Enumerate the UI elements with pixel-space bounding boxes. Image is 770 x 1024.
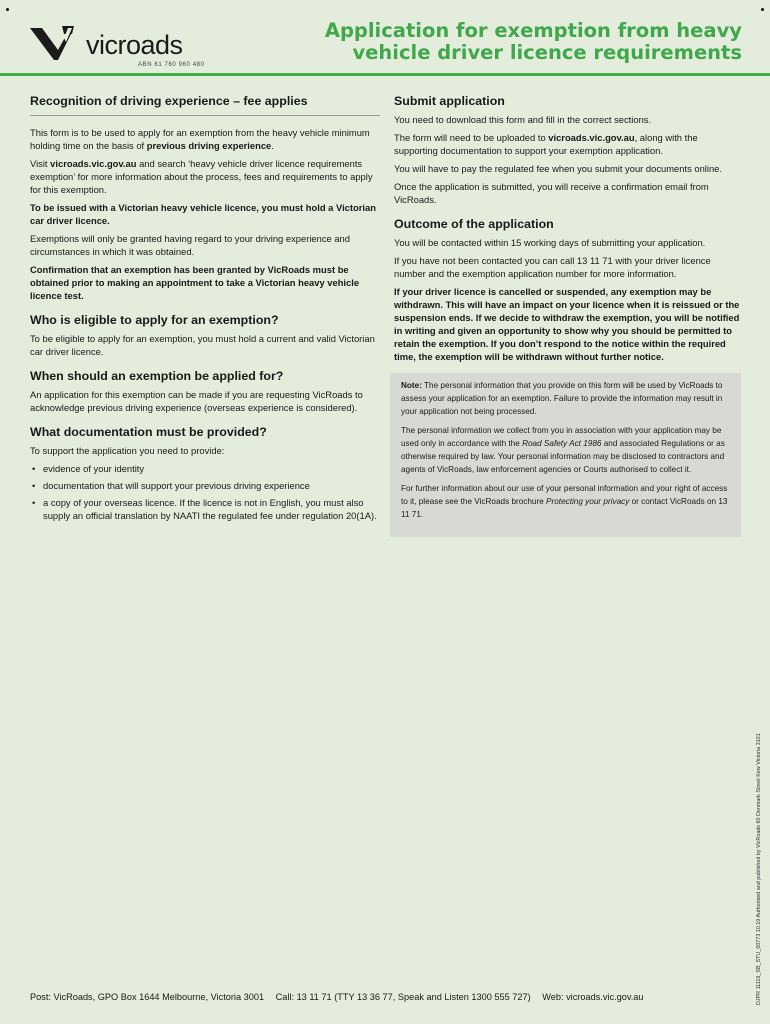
footer-web[interactable]: Web: vicroads.vic.gov.au: [542, 992, 644, 1002]
withdrawal-warning: If your driver licence is cancelled or suspended, any exemption may be withdrawn. This will have an impact on your licence when it is reissued or the suspension ends. If we decide to withdraw the exemption, you will be notified in writing and given an opportunity to show why you should be permitted to retain the exemption. If you don’t respond to the notice within the required time, the exemption will be withdrawn without further notice.: [394, 286, 740, 362]
vicroads-logo: [28, 24, 208, 70]
right-column: [394, 93, 740, 537]
heading-submit: Submit application: [394, 94, 505, 108]
footer-call: Call: 13 11 71 (TTY 13 36 77, Speak and Listen 1300 555 727): [275, 992, 531, 1002]
abn-number: ABN 61 760 960 480: [138, 62, 205, 68]
licence-requirement-note: To be issued with a Victorian heavy vehicle licence, you must hold a Victorian car driver licence.: [30, 202, 376, 226]
privacy-note-box: [390, 373, 741, 537]
heading-documentation: What documentation must be provided?: [30, 425, 267, 439]
logo-wordmark: vicroads: [86, 30, 183, 60]
privacy-note: Note: The personal information that you provide on this form will be used by VicRoads to assess your application for an exemption. Failure to provide the information may result in your application not being processed.: [401, 381, 723, 416]
list-item: • evidence of your identity: [30, 462, 380, 475]
privacy-further-info: For further information about our use of your personal information and your right of access to it, please see the VicRoads brochure Protecting your privacy or contact VicRoads on 13 11 71.: [401, 484, 728, 519]
documentation-intro: To support the application you need to provide:: [30, 445, 225, 456]
submit-paragraph-3: You will have to pay the regulated fee when you submit your documents online.: [394, 163, 722, 174]
outcome-paragraph-1: You will be contacted within 15 working days of submitting your application.: [394, 237, 706, 248]
submit-paragraph-4: Once the application is submitted, you will receive a confirmation email from VicRoads.: [394, 181, 709, 205]
vicroads-upload-link[interactable]: vicroads.vic.gov.au: [548, 132, 635, 143]
confirmation-note: Confirmation that an exemption has been granted by VicRoads must be obtained prior to making an appointment to take a Victorian heavy vehicle licence test.: [30, 264, 360, 301]
submit-paragraph-1: You need to download this form and fill in the correct sections.: [394, 114, 652, 125]
list-item: • a copy of your overseas licence. If the licence is not in English, you must also supply an official translation by NAATI the regulated fee under regulation 20(1A).: [30, 496, 380, 522]
submit-paragraph-2: The form will need to be uploaded to vicroads.vic.gov.au, along with the supporting documentation to support your exemption application.: [394, 132, 698, 156]
heading-recognition: Recognition of driving experience – fee applies: [30, 94, 308, 108]
vicroads-logo-mark-icon: [28, 24, 84, 64]
section-divider: [30, 115, 380, 116]
page-footer: [30, 992, 653, 1002]
documentation-list: [30, 462, 380, 522]
left-column: [30, 93, 380, 526]
publication-info: DJPR 11119_SB_STU_00773 10.19 Authorised and published by VicRoads 60 Denmark Street Kew Victoria 3101: [756, 733, 762, 1005]
heading-eligibility: Who is eligible to apply for an exemption?: [30, 313, 279, 327]
visit-paragraph: Visit vicroads.vic.gov.au and search ‘heavy vehicle driver licence requirements exemption’ for more information about the process, fees and requirements to apply for this exemption.: [30, 158, 373, 195]
heading-when: When should an exemption be applied for?: [30, 369, 284, 383]
list-item: • documentation that will support your previous driving experience: [30, 479, 380, 492]
when-paragraph: An application for this exemption can be made if you are requesting VicRoads to acknowledge previous driving experience (overseas experience is considered).: [30, 389, 363, 413]
outcome-paragraph-2: If you have not been contacted you can call 13 11 71 with your driver licence number and the exemption application number for more information.: [394, 255, 711, 279]
eligibility-paragraph: To be eligible to apply for an exemption, you must hold a current and valid Victorian car driver licence.: [30, 333, 375, 357]
page-header: [0, 0, 770, 76]
vicroads-link[interactable]: vicroads.vic.gov.au: [50, 158, 137, 169]
page-title: Application for exemption from heavy vehicle driver licence requirements: [324, 19, 742, 64]
exemption-criteria-paragraph: Exemptions will only be granted having regard to your driving experience and circumstances in which it was obtained.: [30, 233, 350, 257]
privacy-disclosure: The personal information we collect from you in association with your application may be used only in accordance with the Road Safety Act 1986 and associated Regulations or as otherwise required by law. Your personal information may be disclosed to contractors and agents of VicRoads, law enforcement agencies or Courts authorised to collect it.: [401, 426, 725, 474]
heading-outcome: Outcome of the application: [394, 217, 554, 231]
footer-post: Post: VicRoads, GPO Box 1644 Melbourne, Victoria 3001: [30, 992, 265, 1002]
header-divider: [0, 73, 770, 76]
intro-paragraph: This form is to be used to apply for an exemption from the heavy vehicle minimum holding time on the basis of previous driving experience.: [30, 127, 370, 151]
